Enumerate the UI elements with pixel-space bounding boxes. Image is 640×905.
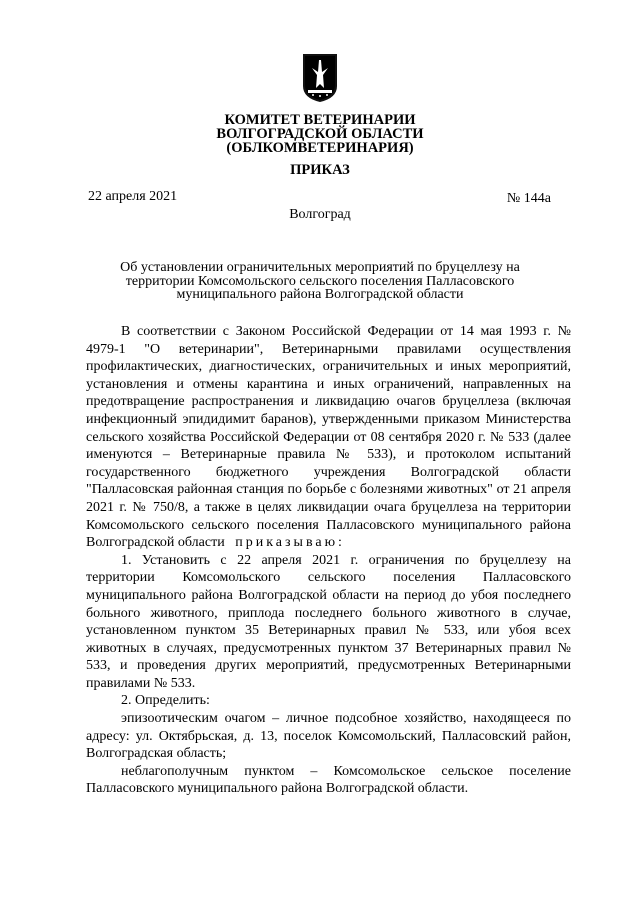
preamble-decree-word: приказываю: bbox=[235, 535, 345, 551]
item-2-paragraph: 2. Определить: bbox=[121, 693, 210, 709]
item-2b-paragraph: неблагополучным пунктом – Комсомольское сельское поселение Палласовского муниципального района Волгоградской области. bbox=[86, 763, 571, 797]
preamble-paragraph bbox=[86, 323, 571, 552]
header-line-3: (ОБЛКОМВЕТЕРИНАРИЯ) bbox=[226, 140, 414, 156]
item-2a-paragraph: эпизоотическим очагом – личное подсобное хозяйство, находящееся по адресу: ул. Октябрьская, д. 13, поселок Комсомольский, Палласовский район, Волгоградская область; bbox=[86, 711, 571, 762]
order-number: № 144а bbox=[506, 191, 551, 206]
preamble-text: В соответствии с Законом Российской Федерации от 14 мая 1993 г. № 4979-1 "О ветеринарии", Ветеринарными правилами осуществления профилактических, диагностических, ограничительных и иных мероприятий, установления и отмены карантина и иных ограничений, направленных на предотвращение распространения и ликвидацию очагов бруцеллеза (включая инфекционный эпидидимит баранов), утвержденными приказом Министерства сельского хозяйства Российской Федерации от 08 сентября 2020 г. № 533 (далее именуются – Ветеринарные правила № 533), и протоколом испытаний государственного бюджетного учреждения Волгоградской области "Палласовская районная станция по борьбе с болезнями животных" от 21 апреля 2021 г. № 750/8, а также в целях ликвидации очага бруцеллеза на территории Комсомольского сельского поселения Палласовского муниципального района Волгоградской области bbox=[86, 324, 571, 551]
order-subject: Об установлении ограничительных мероприятий по бруцеллезу на территории Комсомольского сельского поселения Палласовского муниципального района Волгоградской области bbox=[120, 260, 520, 302]
order-title: ПРИКАЗ bbox=[290, 162, 350, 178]
order-date: 22 апреля 2021 bbox=[88, 189, 178, 204]
item-1-paragraph: 1. Установить с 22 апреля 2021 г. ограничения по бруцеллезу на территории Комсомольского сельского поселения Палласовского муниципального района Волгоградской области на период до убоя последнего больного животного, приплода последнего больного животного в случае, установленном пунктом 35 Ветеринарных правил № 533, или убоя всех животных в случаях, предусмотренных пунктом 37 Ветеринарных правил № 533, и проведения других мероприятий, предусмотренных Ветеринарными правилами № 533. bbox=[86, 552, 571, 691]
header-line-1: КОМИТЕТ ВЕТЕРИНАРИИ bbox=[224, 112, 416, 128]
organization-header bbox=[0, 113, 640, 155]
header-line-2: ВОЛГОГРАДСКОЙ ОБЛАСТИ bbox=[216, 126, 424, 142]
order-body bbox=[86, 323, 571, 798]
order-city: Волгоград bbox=[289, 207, 351, 222]
coat-of-arms-emblem bbox=[301, 52, 339, 104]
